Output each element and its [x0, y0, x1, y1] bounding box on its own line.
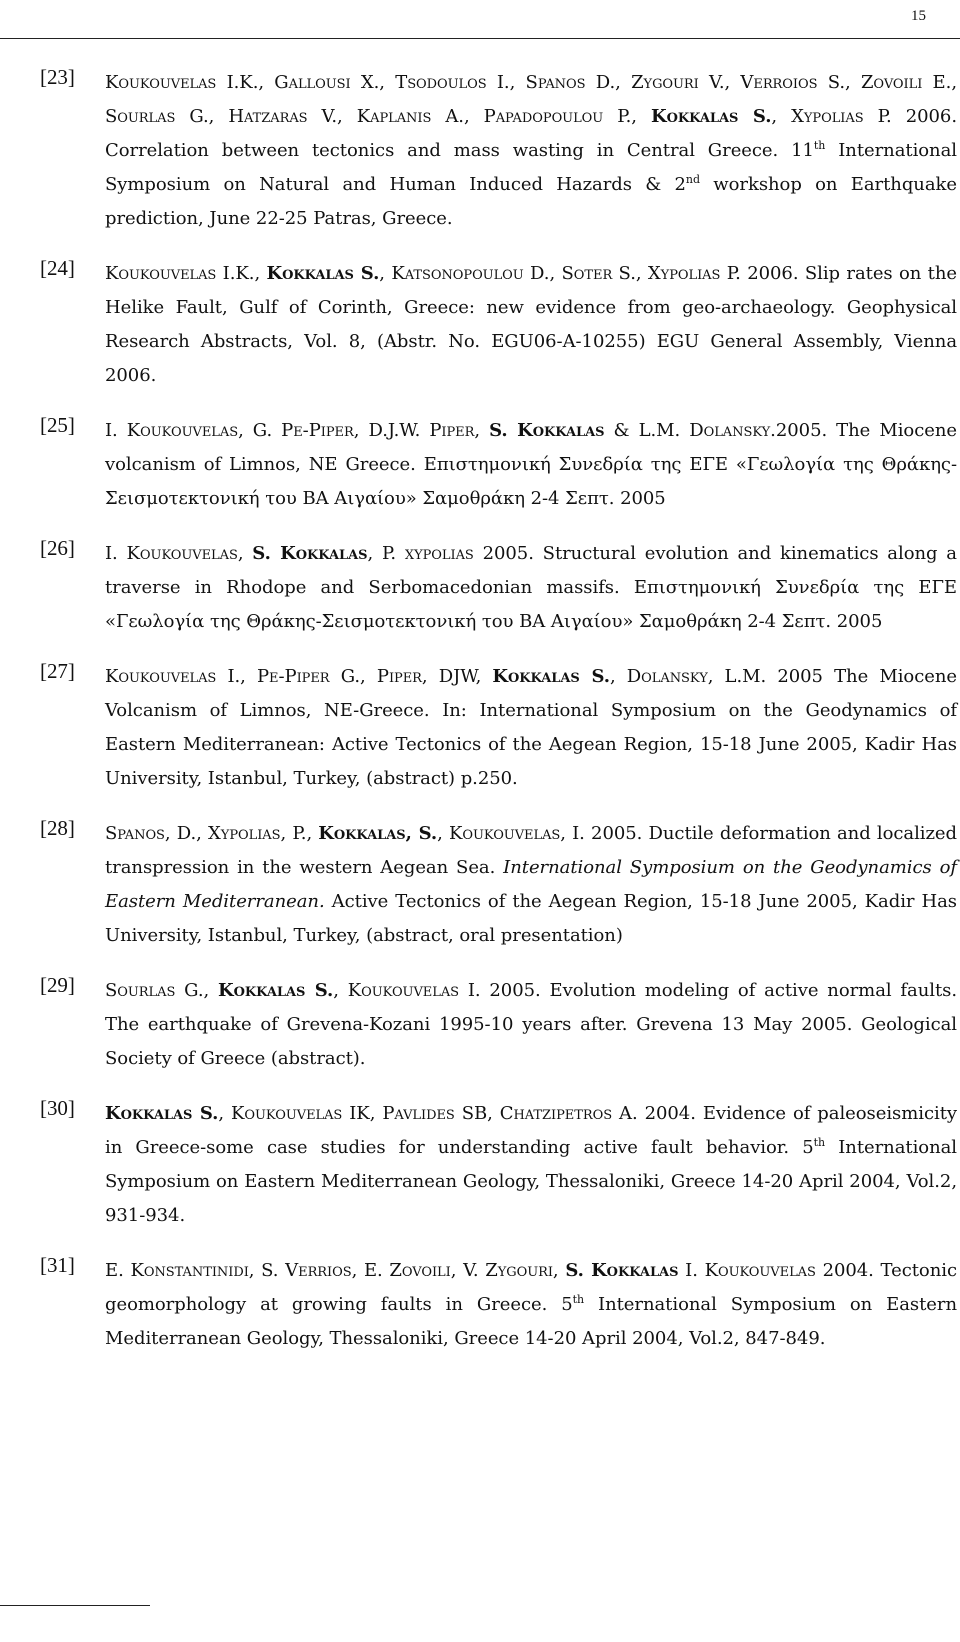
reference-entry — [40, 66, 957, 236]
reference-text: 2005. Structural evolution and kinematics along a traverse in Rhodope and Serbomacedonian massifs. Επιστημονική Συνεδρία της ΕΓΕ «Γεωλογία της Θράκης-Σεισμοτεκτονική του ΒΑ Αιγαίου» Σαμοθράκη 2-4 Σεπτ. 2005 — [105, 543, 957, 632]
reference-authors: Koukouvelas I.K., — [105, 263, 267, 284]
reference-authors: , Dolansky, L.M. — [609, 666, 767, 687]
superscript: th — [572, 1293, 585, 1306]
reference-text: 2005. Ductile deformation and localized transpression in the western Aegean Sea. — [105, 823, 957, 878]
reference-text: 2004. Evidence of paleoseismicity in Greece-some case studies for understanding active fault behavior. 5 — [105, 1103, 957, 1158]
reference-text: International Symposium on the Geodynamics of Eastern Mediterranean. — [105, 857, 957, 912]
reference-authors: Kokkalas S. — [266, 263, 380, 284]
header-rule — [0, 38, 960, 39]
reference-text: Active Tectonics of the Aegean Region, 15-18 June 2005, Kadir Has University, Istanbul, Turkey, (abstract, oral presentation) — [105, 891, 957, 946]
reference-number: [30] — [40, 1096, 75, 1120]
reference-text: 2006. Slip rates on the Helike Fault, Gulf of Corinth, Greece: new evidence from geo-archaeology. Geophysical Research Abstracts, Vol. 8, (Abstr. No. EGU06-A-10255) EGU General Assembly, Vienna 2006. — [105, 263, 957, 386]
reference-authors: , Koukouvelas I. — [333, 980, 481, 1001]
reference-number: [28] — [40, 816, 75, 840]
reference-authors: Koukouvelas I., Pe-Piper G., Piper, DJW, — [105, 666, 493, 687]
reference-entry — [40, 257, 957, 393]
reference-text: 2004. Tectonic geomorphology at growing faults in Greece. 5 — [105, 1260, 957, 1315]
reference-authors: , Katsonopoulou D., Soter S., Xypolias P. — [379, 263, 741, 284]
reference-entry — [40, 1254, 957, 1356]
footnote-rule — [0, 1605, 150, 1606]
reference-number: [27] — [40, 659, 75, 683]
reference-authors: Sourlas G., — [105, 980, 218, 1001]
reference-authors: S. Kokkalas — [489, 420, 605, 441]
superscript: th — [813, 139, 826, 152]
reference-authors: Kokkalas S. — [650, 106, 772, 127]
reference-number: [26] — [40, 536, 75, 560]
reference-authors: & L.M. Dolansky. — [604, 420, 776, 441]
reference-text: 2005. Evolution modeling of active normal faults. The earthquake of Grevena-Kozani 1995-10 years after. Grevena 13 May 2005. Geological Society of Greece (abstract). — [105, 980, 957, 1069]
reference-authors: Spanos, D., Xypolias, P., — [105, 823, 319, 844]
reference-text: International Symposium on Eastern Mediterranean Geology, Thessaloniki, Greece 14-20 April 2004, Vol.2, 847-849. — [105, 1294, 957, 1349]
reference-authors: , Xypolias P. — [771, 106, 892, 127]
reference-text: 2006. Correlation between tectonics and mass wasting in Central Greece. 11 — [105, 106, 957, 161]
reference-entry — [40, 817, 957, 953]
reference-authors: I. Koukouvelas, — [105, 543, 253, 564]
page-number: 15 — [911, 8, 926, 24]
reference-text: workshop on Earthquake prediction, June 22-25 Patras, Greece. — [105, 174, 957, 229]
superscript: nd — [685, 173, 700, 186]
reference-number: [24] — [40, 256, 75, 280]
reference-authors: , P. xypolias — [367, 543, 474, 564]
reference-authors: S. Kokkalas — [252, 543, 368, 564]
reference-list — [40, 66, 957, 1377]
reference-authors: I. Koukouvelas — [678, 1260, 816, 1281]
reference-authors: S. Kokkalas — [565, 1260, 679, 1281]
reference-authors: E. Konstantinidi, S. Verrios, E. Zovoili, V. Zygouri, — [105, 1260, 566, 1281]
reference-entry — [40, 974, 957, 1076]
reference-number: [29] — [40, 973, 75, 997]
reference-authors: Koukouvelas I.K., Gallousi X., Tsodoulos I., Spanos D., Zygouri V., Verroios S., Zovoili E., Sourlas G., Hatzaras V., Kaplanis A., Papadopoulou P., — [105, 72, 957, 127]
reference-authors: Kokkalas, S. — [318, 823, 438, 844]
reference-text: 2005 The Miocene Volcanism of Limnos, NE-Greece. In: International Symposium on the Geodynamics of Eastern Mediterranean: Active Tectonics of the Aegean Region, 15-18 June 2005, Kadir Has University, Istanbul, Turkey, (abstract) p.250. — [105, 666, 957, 789]
reference-number: [31] — [40, 1253, 75, 1277]
superscript: th — [813, 1136, 826, 1149]
reference-authors: Kokkalas S. — [492, 666, 610, 687]
reference-number: [25] — [40, 413, 75, 437]
reference-authors: I. Koukouvelas, G. Pe-Piper, D.J.W. Piper, — [105, 420, 490, 441]
reference-authors: , Koukouvelas IK, Pavlides SB, Chatzipetros A. — [218, 1103, 638, 1124]
reference-entry — [40, 414, 957, 516]
reference-entry — [40, 660, 957, 796]
reference-text: 2005. The Miocene volcanism of Limnos, NE Greece. Επιστημονική Συνεδρία της ΕΓΕ «Γεωλογία της Θράκης-Σεισμοτεκτονική του ΒΑ Αιγαίου» Σαμοθράκη 2-4 Σεπτ. 2005 — [105, 420, 957, 509]
reference-entry — [40, 1097, 957, 1233]
reference-text: International Symposium on Eastern Mediterranean Geology, Thessaloniki, Greece 14-20 April 2004, Vol.2, 931-934. — [105, 1137, 957, 1226]
reference-number: [23] — [40, 65, 75, 89]
reference-authors: Kokkalas S. — [218, 980, 334, 1001]
reference-entry — [40, 537, 957, 639]
reference-authors: Kokkalas S. — [105, 1103, 219, 1124]
reference-authors: , Koukouvelas, I. — [437, 823, 585, 844]
reference-text: International Symposium on Natural and Human Induced Hazards & 2 — [105, 140, 957, 195]
